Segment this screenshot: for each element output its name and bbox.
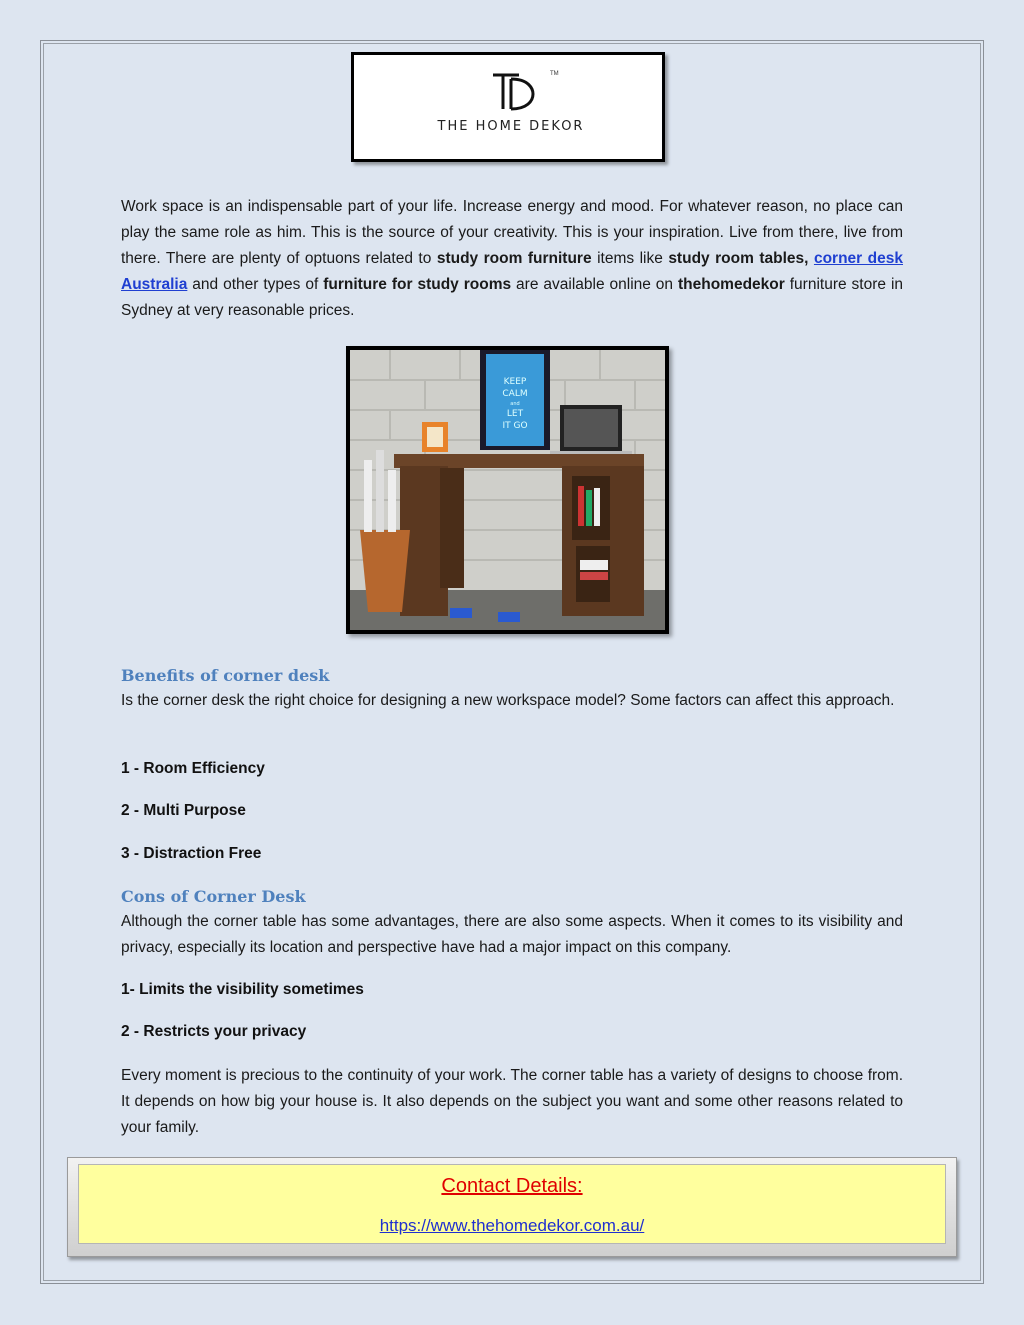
intro-text-5: furniture store in Sydney at very reasonable prices. — [121, 276, 904, 319]
benefit-item-1: 1 - Room Efficiency — [121, 760, 265, 777]
corner-desk-link[interactable]: corner desk Australia — [121, 250, 903, 293]
benefits-heading: Benefits of corner desk — [121, 666, 330, 685]
intro-bold-3: furniture for study rooms — [323, 276, 512, 293]
svg-text:IT GO: IT GO — [502, 421, 528, 431]
intro-text-1: Work space is an indispensable part of your life. Increase energy and mood. For whatever reason, no place can play the same role as him. This is the source of your creativity. This is your inspiration. Live from there, live from there. There are plenty of optuons related to — [121, 198, 903, 267]
desk-illustration — [350, 350, 665, 630]
brand-logo — [351, 52, 665, 162]
logo-monogram-icon — [489, 69, 539, 113]
contact-box — [78, 1164, 946, 1244]
intro-bold-4: thehomedekor — [678, 276, 785, 293]
cons-intro: Although the corner table has some advantages, there are also some aspects. When it comes to its visibility and privacy, especially its location and perspective have had a major impact on this company. — [121, 913, 903, 956]
website-link[interactable]: https://www.thehomedekor.com.au/ — [379, 1216, 645, 1235]
intro-paragraph — [121, 194, 903, 324]
intro-text-2: items like — [591, 250, 669, 267]
cons-item-1: 1- Limits the visibility sometimes — [121, 981, 364, 998]
intro-bold-2: study room tables, — [668, 250, 809, 267]
cons-heading: Cons of Corner Desk — [121, 887, 306, 906]
svg-text:CALM: CALM — [502, 389, 528, 399]
intro-bold-1: study room furniture — [436, 250, 592, 267]
benefit-item-3: 3 - Distraction Free — [121, 845, 262, 862]
intro-text-3: and other types of — [187, 276, 324, 293]
logo-brand-name: THE HOME DEKOR — [437, 119, 585, 134]
logo-trademark: TM — [550, 71, 559, 77]
contact-panel — [67, 1157, 957, 1257]
corner-desk-photo — [346, 346, 669, 634]
closing-paragraph: Every moment is precious to the continuity of your work. The corner table has a variety of designs to choose from. It depends on how big your house is. It also depends on the subject you want and some other reasons related to your family. — [121, 1067, 903, 1136]
cons-item-2: 2 - Restricts your privacy — [121, 1023, 307, 1040]
benefit-item-2: 2 - Multi Purpose — [121, 802, 246, 819]
svg-text:and: and — [510, 401, 520, 407]
svg-text:KEEP: KEEP — [503, 377, 527, 387]
intro-text-4: are available online on — [511, 276, 678, 293]
benefits-intro: Is the corner desk the right choice for designing a new workspace model? Some factors can affect this approach. — [121, 692, 895, 709]
svg-text:LET: LET — [506, 409, 524, 419]
contact-title: Contact Details: — [441, 1175, 583, 1197]
